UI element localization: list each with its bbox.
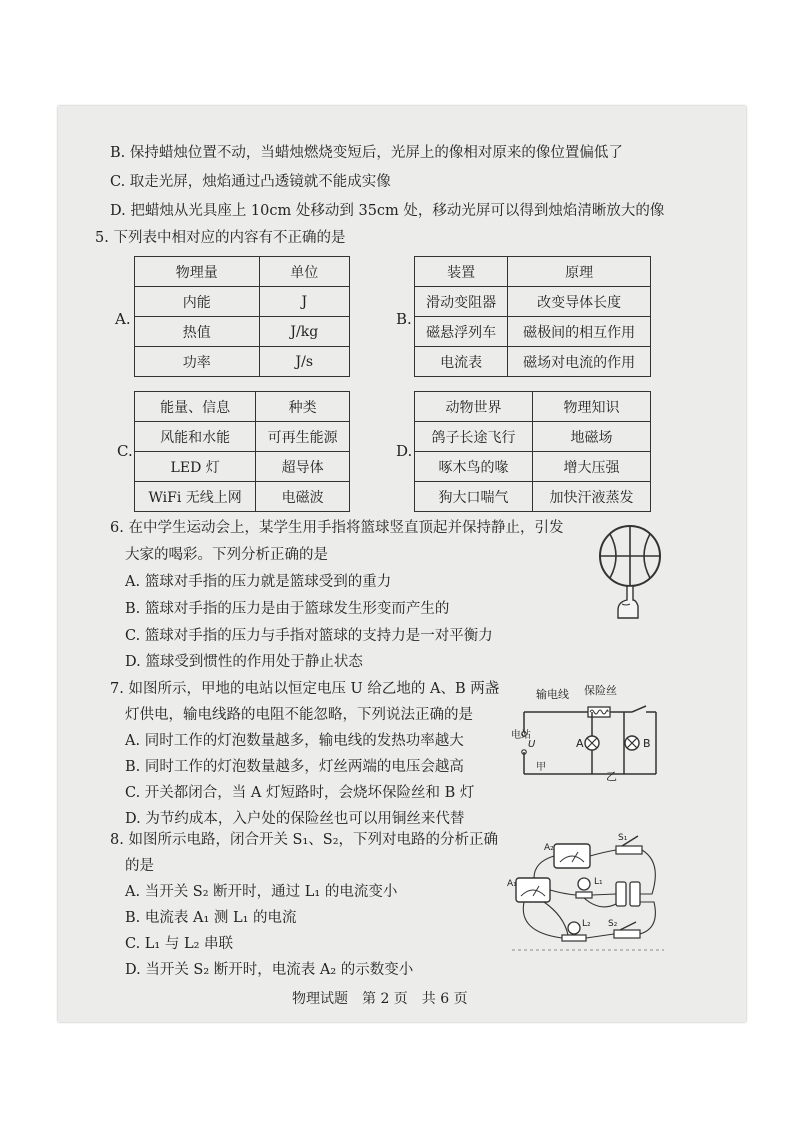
table-cell: 地磁场 <box>533 422 651 452</box>
table-cell: 狗大口喘气 <box>415 482 533 512</box>
label-jia: 甲 <box>536 762 546 773</box>
table-row <box>135 347 350 377</box>
q8-stem-1: 8. 如图所示电路，闭合开关 S₁、S₂，下列对电路的分析正确 <box>110 832 499 848</box>
table-row <box>415 392 651 422</box>
table-cell: 物理量 <box>135 257 260 287</box>
q7-option-b: B. 同时工作的灯泡数量越多，灯丝两端的电压会越高 <box>125 759 464 775</box>
q5-label-c: C. <box>117 442 133 460</box>
q4-option-b: B. 保持蜡烛位置不动，当蜡烛燃烧变短后，光屏上的像相对原来的像位置偏低了 <box>110 145 623 161</box>
table-cell: 电流表 <box>415 347 508 377</box>
table-cell: 电磁波 <box>256 482 350 512</box>
table-cell: 风能和水能 <box>135 422 256 452</box>
battery-icon <box>630 882 640 906</box>
page-footer: 物理试题 第 2 页 共 6 页 <box>292 991 468 1007</box>
label-l1: L₁ <box>594 877 603 887</box>
q5-stem: 5. 下列表中相对应的内容有不正确的是 <box>95 230 346 246</box>
label-l2: L₂ <box>582 919 591 929</box>
q8-option-b: B. 电流表 A₁ 测 L₁ 的电流 <box>125 910 297 926</box>
q5-label-d: D. <box>396 442 413 460</box>
table-cell: 磁场对电流的作用 <box>508 347 651 377</box>
table-cell: 能量、信息 <box>135 392 256 422</box>
table-cell: 改变导体长度 <box>508 287 651 317</box>
table-cell: 磁极间的相互作用 <box>508 317 651 347</box>
q8-option-c: C. L₁ 与 L₂ 串联 <box>125 936 234 952</box>
q5-table-d <box>414 391 651 512</box>
table-cell: 单位 <box>259 257 349 287</box>
table-row <box>135 452 350 482</box>
table-row <box>415 482 651 512</box>
table-row <box>415 452 651 482</box>
label-u: U <box>528 739 536 750</box>
table-row <box>415 347 651 377</box>
q5-table-a <box>134 256 350 377</box>
table-cell: LED 灯 <box>135 452 256 482</box>
basketball-finger-figure <box>596 522 666 622</box>
switch-s2-icon <box>614 930 640 938</box>
label-a: A <box>576 737 584 750</box>
table-cell: J/kg <box>259 317 349 347</box>
q8-option-d: D. 当开关 S₂ 断开时，电流表 A₂ 的示数变小 <box>125 962 414 978</box>
table-row <box>415 422 651 452</box>
label-b: B <box>643 737 651 750</box>
q6-stem-1: 6. 在中学生运动会上，某学生用手指将篮球竖直顶起并保持静止，引发 <box>110 520 564 536</box>
q5-label-b: B. <box>396 310 412 328</box>
switch-s1-icon <box>616 846 642 854</box>
table-cell: 种类 <box>256 392 350 422</box>
lamp-l2-icon <box>568 922 580 934</box>
power-line-circuit-figure <box>506 682 666 782</box>
q7-option-a: A. 同时工作的灯泡数量越多，输电线的发热功率越大 <box>125 733 464 749</box>
label-a2: A₂ <box>544 843 554 853</box>
q5-table-c <box>134 391 350 512</box>
table-cell: 原理 <box>508 257 651 287</box>
table-cell: WiFi 无线上网 <box>135 482 256 512</box>
q5-table-b <box>414 256 651 377</box>
label-fuse: 保险丝 <box>584 684 617 697</box>
q8-stem-2: 的是 <box>125 858 154 874</box>
q7-stem-2: 灯供电，输电线路的电阻不能忽略，下列说法正确的是 <box>125 707 473 723</box>
q6-option-c: C. 篮球对手指的压力与手指对篮球的支持力是一对平衡力 <box>125 628 493 644</box>
circuit-diagram-figure <box>504 832 674 957</box>
q4-option-c: C. 取走光屏，烛焰通过凸透镜就不能成实像 <box>110 174 391 190</box>
q6-option-a: A. 篮球对手指的压力就是篮球受到的重力 <box>125 574 392 590</box>
label-wire: 输电线 <box>536 688 569 701</box>
table-row <box>135 422 350 452</box>
table-row <box>135 287 350 317</box>
table-row <box>135 392 350 422</box>
label-s2: S₂ <box>608 919 618 929</box>
table-cell: 功率 <box>135 347 260 377</box>
table-cell: 鸽子长途飞行 <box>415 422 533 452</box>
table-cell: 物理知识 <box>533 392 651 422</box>
label-s1: S₁ <box>618 833 628 843</box>
q5-label-a: A. <box>115 310 131 328</box>
q4-option-d: D. 把蜡烛从光具座上 10cm 处移动到 35cm 处，移动光屏可以得到烛焰清晰放大的像 <box>110 203 665 219</box>
table-cell: 增大压强 <box>533 452 651 482</box>
table-cell: 可再生能源 <box>256 422 350 452</box>
table-cell: 装置 <box>415 257 508 287</box>
table-row <box>415 287 651 317</box>
table-row <box>415 257 651 287</box>
table-cell: 热值 <box>135 317 260 347</box>
table-cell: 超导体 <box>256 452 350 482</box>
q7-option-d: D. 为节约成本，入户处的保险丝也可以用铜丝来代替 <box>125 811 465 827</box>
table-cell: 内能 <box>135 287 260 317</box>
q6-stem-2: 大家的喝彩。下列分析正确的是 <box>125 547 328 563</box>
q8-option-a: A. 当开关 S₂ 断开时，通过 L₁ 的电流变小 <box>125 884 398 900</box>
table-row <box>135 317 350 347</box>
label-station: 电站 <box>511 730 531 741</box>
label-a1: A₁ <box>507 879 517 889</box>
lamp-l1-icon <box>578 878 590 890</box>
table-cell: 滑动变阻器 <box>415 287 508 317</box>
q6-option-d: D. 篮球受到惯性的作用处于静止状态 <box>125 654 363 670</box>
q7-option-c: C. 开关都闭合，当 A 灯短路时，会烧坏保险丝和 B 灯 <box>125 785 475 801</box>
table-row <box>135 482 350 512</box>
table-cell: 啄木鸟的喙 <box>415 452 533 482</box>
battery-icon <box>616 882 626 906</box>
label-yi: 乙 <box>606 770 617 782</box>
table-cell: J <box>259 287 349 317</box>
table-cell: 加快汗液蒸发 <box>533 482 651 512</box>
table-cell: 磁悬浮列车 <box>415 317 508 347</box>
q7-stem-1: 7. 如图所示，甲地的电站以恒定电压 U 给乙地的 A、B 两盏 <box>110 681 500 697</box>
table-row <box>135 257 350 287</box>
table-cell: J/s <box>259 347 349 377</box>
table-cell: 动物世界 <box>415 392 533 422</box>
q6-option-b: B. 篮球对手指的压力是由于篮球发生形变而产生的 <box>125 601 450 617</box>
table-row <box>415 317 651 347</box>
